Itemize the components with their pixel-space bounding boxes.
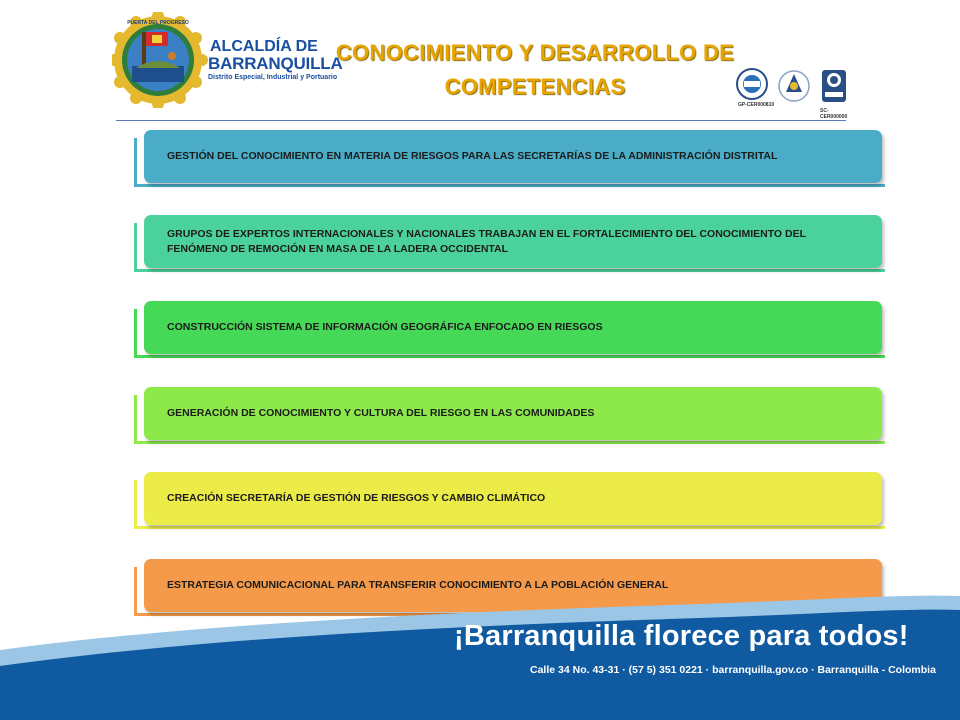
logo-line-1: ALCALDÍA DE: [210, 38, 318, 55]
cert-2-label: SC-CER000000: [820, 108, 848, 120]
bar-item-5: [134, 472, 884, 529]
page-title-line-1: CONOCIMIENTO Y DESARROLLO DE: [335, 40, 735, 65]
svg-text:PUERTA DEL PROGRESO: PUERTA DEL PROGRESO: [127, 20, 189, 26]
page-title-line-2: COMPETENCIAS: [444, 74, 626, 99]
bar-text: CREACIÓN SECRETARÍA DE GESTIÓN DE RIESGOS Y CAMBIO CLIMÁTICO: [144, 472, 882, 525]
certification-logos: [736, 62, 852, 122]
footer-slogan: ¡Barranquilla florece para todos!: [454, 620, 909, 652]
bar-item-2: [134, 215, 884, 272]
bar-item-1: [134, 130, 884, 187]
bar-text: GENERACIÓN DE CONOCIMIENTO Y CULTURA DEL RIESGO EN LAS COMUNIDADES: [144, 387, 882, 440]
bar-item-4: [134, 387, 884, 444]
header-divider: [116, 120, 846, 121]
logo-line-3: Distrito Especial, Industrial y Portuario: [208, 74, 338, 81]
bar-item-3: [134, 301, 884, 358]
footer-address: Calle 34 No. 43-31 · (57 5) 351 0221 · barranquilla.gov.co · Barranquilla - Colombia: [530, 664, 936, 676]
bar-text: ESTRATEGIA COMUNICACIONAL PARA TRANSFERIR CONOCIMIENTO A LA POBLACIÓN GENERAL: [144, 559, 882, 612]
bar-text: CONSTRUCCIÓN SISTEMA DE INFORMACIÓN GEOGRÁFICA ENFOCADO EN RIESGOS: [144, 301, 882, 354]
bar-text: GESTIÓN DEL CONOCIMIENTO EN MATERIA DE RIESGOS PARA LAS SECRETARÍAS DE LA ADMINISTRACIÓN DISTRITAL: [144, 130, 882, 183]
page-title: [300, 36, 770, 104]
bar-text: GRUPOS DE EXPERTOS INTERNACIONALES Y NACIONALES TRABAJAN EN EL FORTALECIMIENTO DEL CONOCIMIENTO DEL FENÓMENO DE REMOCIÓN EN MASA DE LA LADERA OCCIDENTAL: [144, 215, 882, 268]
logo-line-2: BARRANQUILLA: [208, 54, 343, 73]
cert-1-label: GP-CER000810: [738, 102, 775, 108]
